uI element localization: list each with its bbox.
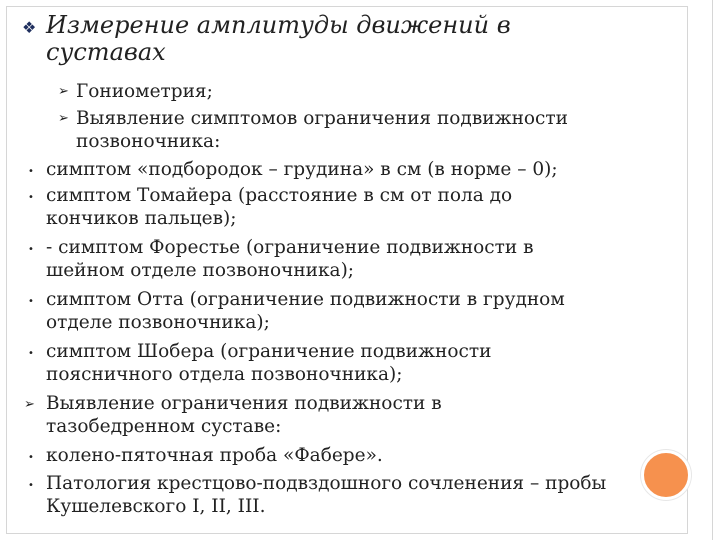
list-item: колено-пяточная проба «Фабере».: [46, 445, 383, 466]
list-item: симптом Отта (ограничение подвижности в грудном: [46, 289, 565, 310]
list-item: Выявление симптомов ограничения подвижности: [76, 108, 568, 129]
dot-bullet-icon: •: [28, 452, 34, 463]
list-item: Гониометрия;: [76, 81, 213, 102]
orange-circle-decoration: [641, 450, 691, 500]
right-border-line: [712, 0, 713, 540]
arrow-bullet-icon: ➢: [24, 397, 35, 412]
list-item-continuation: позвоночника:: [76, 131, 221, 152]
list-item: - симптом Форестье (ограничение подвижности в: [46, 237, 534, 258]
title-line-1: Измерение амплитуды движений в: [46, 11, 511, 39]
list-item: Выявление ограничения подвижности в: [46, 393, 442, 414]
dot-bullet-icon: •: [28, 166, 34, 177]
arrow-bullet-icon: ➢: [58, 84, 69, 99]
list-item-continuation: отделе позвоночника);: [46, 312, 270, 333]
dot-bullet-icon: •: [28, 296, 34, 307]
title-line-2: суставах: [46, 38, 166, 66]
list-item: симптом «подбородок – грудина» в см (в норме – 0);: [46, 159, 558, 180]
list-item-continuation: кончиков пальцев);: [46, 208, 237, 229]
heading-bullet-icon: ❖: [22, 18, 37, 37]
list-item: симптом Шобера (ограничение подвижности: [46, 341, 492, 362]
dot-bullet-icon: •: [28, 480, 34, 491]
list-item-continuation: тазобедренном суставе:: [46, 416, 282, 437]
list-item: симптом Томайера (расстояние в см от пола до: [46, 185, 513, 206]
list-item-continuation: Кушелевского I, II, III.: [46, 496, 266, 517]
dot-bullet-icon: •: [28, 348, 34, 359]
dot-bullet-icon: •: [28, 192, 34, 203]
list-item-continuation: шейном отделе позвоночника);: [46, 260, 355, 281]
dot-bullet-icon: •: [28, 244, 34, 255]
list-item-continuation: поясничного отдела позвоночника);: [46, 364, 403, 385]
arrow-bullet-icon: ➢: [58, 111, 69, 126]
list-item: Патология крестцово-подвздошного сочленения – пробы: [46, 473, 607, 494]
slide-title: [46, 12, 606, 66]
